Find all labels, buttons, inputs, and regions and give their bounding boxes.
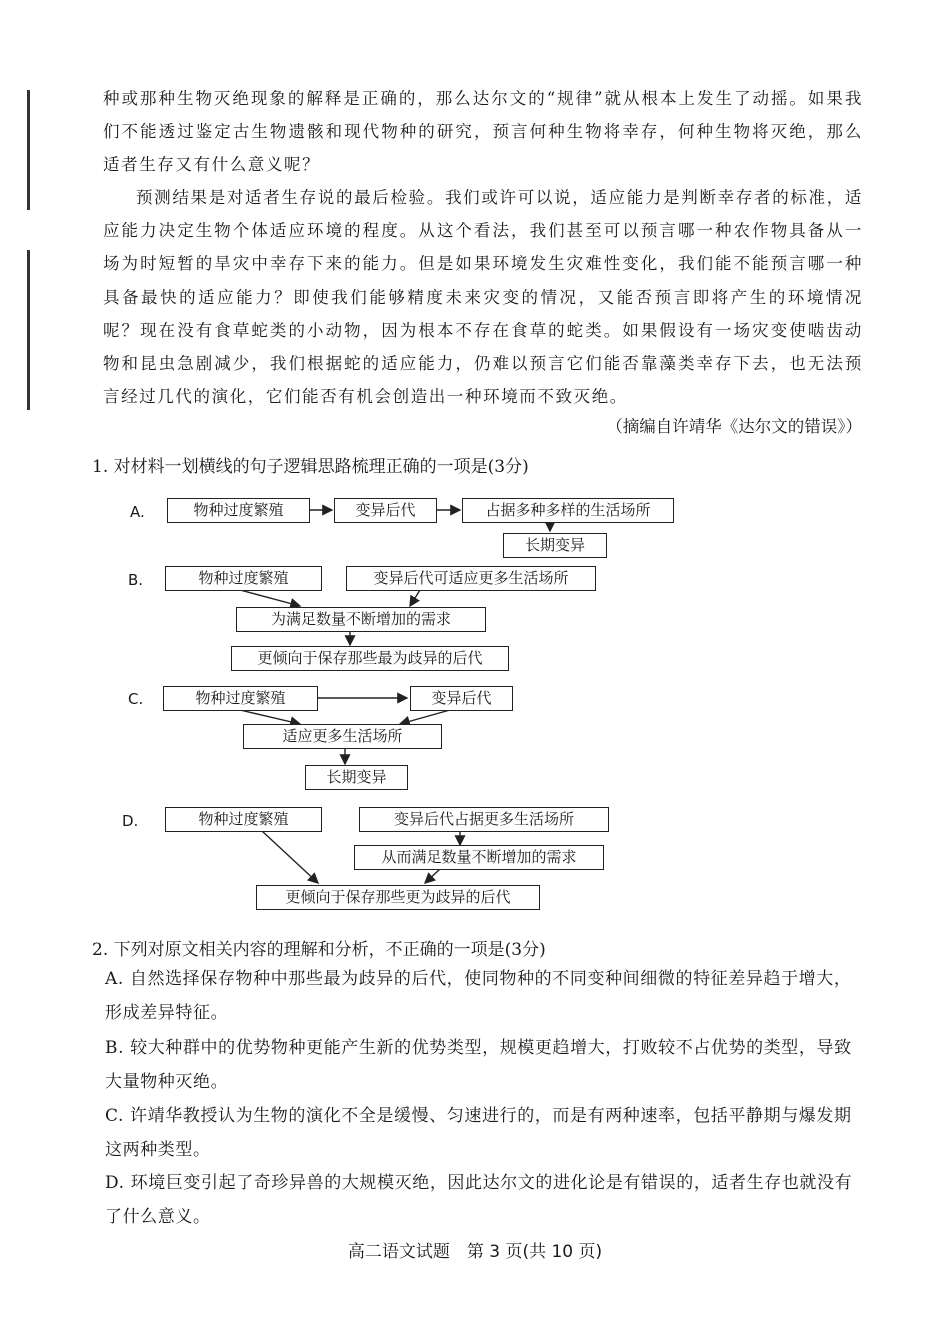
question-2-option-d: D. 环境巨变引起了奇珍异兽的大规模灭绝，因此达尔文的进化论是有错误的，适者生存也就没有了什么意义。	[105, 1173, 853, 1227]
arrow-b-1	[240, 590, 300, 606]
arrow-d-3	[425, 869, 440, 883]
option-d-label: D.	[122, 812, 139, 830]
option-c-box-overbreeding: 物种过度繁殖	[163, 686, 318, 711]
arrow-c-3	[400, 710, 450, 724]
question-1-stem: 1. 对材料一划横线的句子逻辑思路梳理正确的一项是(3分)	[92, 457, 529, 477]
option-b-box-variant-adapt: 变异后代可适应更多生活场所	[346, 566, 596, 591]
option-d-box-preserve: 更倾向于保存那些更为歧异的后代	[256, 885, 540, 910]
question-2-stem: 2. 下列对原文相关内容的理解和分析，不正确的一项是(3分)	[92, 940, 546, 960]
option-a-box-occupy-places: 占据多种多样的生活场所	[462, 498, 674, 523]
passage-paragraph-2: 预测结果是对适者生存说的最后检验。我们或许可以说，适应能力是判断幸存者的标准，适应能力决定生物个体适应环境的程度。从这个看法，我们甚至可以预言哪一种农作物具备从一场为时短暂的旱灾中幸存下来的能力。但是如果环境发生灾难性变化，我们能不能预言哪一种具备最快的适应能力？即使我们能够精度未来灾变的情况，又能否预言即将产生的环境情况呢？现在没有食草蛇类的小动物，因为根本不存在食草的蛇类。如果假设有一场灾变使啮齿动物和昆虫急剧减少，我们根据蛇的适应能力，仍难以预言它们能否靠藻类幸存下去，也无法预言经过几代的演化，它们能否有机会创造出一种环境而不致灭绝。	[103, 188, 863, 407]
page-footer: 高二语文试题 第 3 页(共 10 页)	[347, 1242, 603, 1262]
option-a-box-long-term-variation: 长期变异	[503, 533, 607, 558]
arrow-b-2	[410, 590, 420, 606]
option-c-label: C.	[128, 690, 144, 708]
option-d-box-overbreeding: 物种过度繁殖	[165, 807, 322, 832]
arrow-c-2	[240, 710, 300, 724]
option-a-box-variant-offspring: 变异后代	[334, 498, 437, 523]
option-c-box-adapt-places: 适应更多生活场所	[243, 724, 442, 749]
option-d-box-variant-occupy: 变异后代占据更多生活场所	[359, 807, 609, 832]
option-b-box-preserve: 更倾向于保存那些最为歧异的后代	[231, 646, 509, 671]
arrow-d-1	[262, 831, 318, 883]
question-2-option-a: A. 自然选择保存物种中那些最为歧异的后代，使同物种的不同变种间细微的特征差异趋于增大，形成差异特征。	[105, 969, 852, 1023]
passage-source: （摘编自许靖华《达尔文的错误》）	[606, 417, 862, 436]
option-b-box-demand: 为满足数量不断增加的需求	[236, 607, 486, 632]
question-2-option-b: B. 较大种群中的优势物种更能产生新的优势类型，规模更趋增大，打败较不占优势的类型，导致大量物种灭绝。	[105, 1038, 852, 1092]
option-d-box-demand: 从而满足数量不断增加的需求	[354, 845, 604, 870]
option-b-label: B.	[128, 571, 144, 589]
passage-paragraph-1: 种或那种生物灭绝现象的解释是正确的，那么达尔文的“规律”就从根本上发生了动摇。如果我们不能透过鉴定古生物遗骸和现代物种的研究，预言何种生物将幸存，何种生物将灭绝，那么适者生存又有什么意义呢？	[103, 89, 863, 175]
option-b-box-overbreeding: 物种过度繁殖	[165, 566, 322, 591]
option-c-box-variant-offspring: 变异后代	[410, 686, 513, 711]
option-c-box-long-term-variation: 长期变异	[305, 765, 408, 790]
option-a-box-overbreeding: 物种过度繁殖	[167, 498, 310, 523]
option-a-label: A.	[130, 503, 145, 521]
question-2-option-c: C. 许靖华教授认为生物的演化不全是缓慢、匀速进行的，而是有两种速率，包括平静期与爆发期这两种类型。	[105, 1106, 852, 1160]
